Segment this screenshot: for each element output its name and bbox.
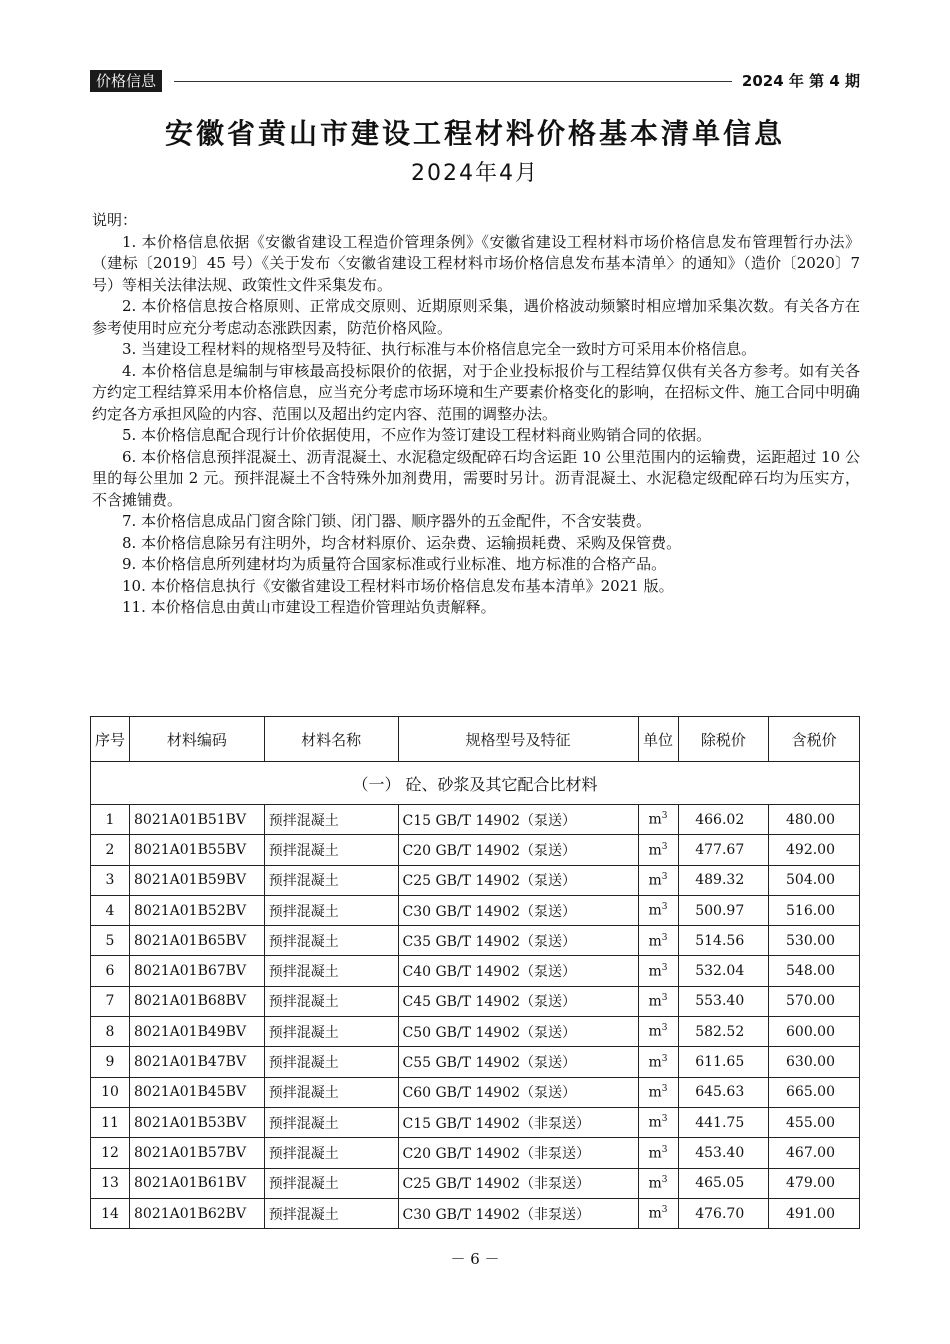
document-title: 安徽省黄山市建设工程材料价格基本清单信息 xyxy=(164,117,785,150)
unit-base: m xyxy=(648,902,662,919)
cell-in-tax: 516.00 xyxy=(769,895,860,925)
cell-spec: C15 GB/T 14902（非泵送） xyxy=(398,1107,638,1137)
unit-exponent: 3 xyxy=(661,902,668,913)
cell-code: 8021A01B65BV xyxy=(130,926,265,956)
cell-spec: C60 GB/T 14902（泵送） xyxy=(398,1077,638,1107)
issue-label: 2024 年 第 4 期 xyxy=(741,72,860,90)
cell-code: 8021A01B52BV xyxy=(130,895,265,925)
cell-unit xyxy=(638,1107,678,1137)
cell-name: 预拌混凝土 xyxy=(264,1138,398,1168)
cell-in-tax: 467.00 xyxy=(769,1138,860,1168)
cell-in-tax: 600.00 xyxy=(769,1017,860,1047)
unit-base: m xyxy=(648,811,662,828)
cell-unit xyxy=(638,1047,678,1077)
cell-spec: C20 GB/T 14902（泵送） xyxy=(398,835,638,865)
cell-in-tax: 504.00 xyxy=(769,865,860,895)
cell-no: 10 xyxy=(91,1077,130,1107)
unit-base: m xyxy=(648,872,662,889)
unit-exponent: 3 xyxy=(661,1053,668,1064)
cell-unit xyxy=(638,986,678,1016)
cell-code: 8021A01B68BV xyxy=(130,986,265,1016)
note-item: 2. 本价格信息按合格原则、正常成交原则、近期原则采集，遇价格波动频繁时相应增加采集次数。有关各方在参考使用时应充分考虑动态涨跌因素，防范价格风险。 xyxy=(92,297,860,337)
table-row xyxy=(91,865,860,895)
note-item: 5. 本价格信息配合现行计价依据使用，不应作为签订建设工程材料商业购销合同的依据。 xyxy=(122,426,712,444)
cell-code: 8021A01B49BV xyxy=(130,1017,265,1047)
section-badge: 价格信息 xyxy=(90,70,162,92)
unit-base: m xyxy=(648,1145,662,1162)
cell-in-tax: 492.00 xyxy=(769,835,860,865)
cell-name: 预拌混凝土 xyxy=(264,835,398,865)
unit-exponent: 3 xyxy=(661,962,668,973)
cell-in-tax: 479.00 xyxy=(769,1168,860,1198)
cell-code: 8021A01B51BV xyxy=(130,805,265,835)
cell-name: 预拌混凝土 xyxy=(264,1198,398,1228)
document-subtitle: 2024年4月 xyxy=(411,161,539,186)
cell-no: 11 xyxy=(91,1107,130,1137)
cell-no: 12 xyxy=(91,1138,130,1168)
unit-base: m xyxy=(648,1175,662,1192)
cell-in-tax: 491.00 xyxy=(769,1198,860,1228)
cell-in-tax: 455.00 xyxy=(769,1107,860,1137)
cell-ex-tax: 489.32 xyxy=(678,865,769,895)
cell-spec: C15 GB/T 14902（泵送） xyxy=(398,805,638,835)
unit-base: m xyxy=(648,933,662,950)
unit-base: m xyxy=(648,1205,662,1222)
cell-unit xyxy=(638,835,678,865)
note-item: 4. 本价格信息是编制与审核最高投标限价的依据，对于企业投标报价与工程结算仅供有关各方参考。如有关各方约定工程结算采用本价格信息，应当充分考虑市场环境和生产要素价格变化的影响，在招标文件、施工合同中明确约定各方承担风险的内容、范围以及超出约定内容、范围的调整办法。 xyxy=(92,361,860,423)
table-row xyxy=(91,986,860,1016)
cell-unit xyxy=(638,1138,678,1168)
header-ex-tax: 除税价 xyxy=(678,717,769,762)
cell-code: 8021A01B59BV xyxy=(130,865,265,895)
cell-unit xyxy=(638,865,678,895)
cell-code: 8021A01B53BV xyxy=(130,1107,265,1137)
note-item: 11. 本价格信息由黄山市建设工程造价管理站负责解释。 xyxy=(122,598,496,616)
table-row xyxy=(91,926,860,956)
note-item: 6. 本价格信息预拌混凝土、沥青混凝土、水泥稳定级配碎石均含运距 10 公里范围内的运输费，运距超过 10 公里的每公里加 2 元。预拌混凝土不含特殊外加剂费用，需要时另计。沥青混凝土、水泥稳定级配碎石均为压实方，不含摊铺费。 xyxy=(92,447,860,509)
cell-ex-tax: 465.05 xyxy=(678,1168,769,1198)
cell-name: 预拌混凝土 xyxy=(264,1017,398,1047)
unit-exponent: 3 xyxy=(661,1114,668,1125)
unit-exponent: 3 xyxy=(661,811,668,822)
header-code: 材料编码 xyxy=(130,717,265,762)
header-spec: 规格型号及特征 xyxy=(398,717,638,762)
note-item: 8. 本价格信息除另有注明外，均含材料原价、运杂费、运输损耗费、采购及保管费。 xyxy=(122,533,682,552)
cell-unit xyxy=(638,895,678,925)
table-row xyxy=(91,1168,860,1198)
cell-name: 预拌混凝土 xyxy=(264,926,398,956)
cell-ex-tax: 514.56 xyxy=(678,926,769,956)
cell-spec: C30 GB/T 14902（非泵送） xyxy=(398,1198,638,1228)
unit-exponent: 3 xyxy=(661,1023,668,1034)
table-row xyxy=(91,1077,860,1107)
cell-in-tax: 548.00 xyxy=(769,956,860,986)
cell-ex-tax: 582.52 xyxy=(678,1017,769,1047)
table-row xyxy=(91,805,860,835)
cell-unit xyxy=(638,1077,678,1107)
cell-ex-tax: 500.97 xyxy=(678,895,769,925)
cell-unit xyxy=(638,1017,678,1047)
note-item: 1. 本价格信息依据《安徽省建设工程造价管理条例》《安徽省建设工程材料市场价格信息发布管理暂行办法》（建标〔2019〕45 号）《关于发布〈安徽省建设工程材料市场价格信息发布基本清单〉的通知》（造价〔2020〕7 号）等相关法律法规、政策性文件采集发布。 xyxy=(92,232,860,294)
cell-spec: C30 GB/T 14902（泵送） xyxy=(398,895,638,925)
cell-code: 8021A01B67BV xyxy=(130,956,265,986)
section-row xyxy=(91,762,860,805)
cell-unit xyxy=(638,1168,678,1198)
cell-code: 8021A01B62BV xyxy=(130,1198,265,1228)
page-number: － 6 － xyxy=(450,1250,500,1268)
table-row xyxy=(91,1138,860,1168)
unit-exponent: 3 xyxy=(661,932,668,943)
cell-no: 9 xyxy=(91,1047,130,1077)
cell-unit xyxy=(638,805,678,835)
unit-exponent: 3 xyxy=(661,1083,668,1094)
unit-exponent: 3 xyxy=(661,1205,668,1216)
cell-code: 8021A01B61BV xyxy=(130,1168,265,1198)
cell-no: 3 xyxy=(91,865,130,895)
cell-spec: C50 GB/T 14902（泵送） xyxy=(398,1017,638,1047)
note-item: 10. 本价格信息执行《安徽省建设工程材料市场价格信息发布基本清单》2021 版。 xyxy=(122,576,674,595)
cell-code: 8021A01B57BV xyxy=(130,1138,265,1168)
unit-exponent: 3 xyxy=(661,871,668,882)
cell-no: 4 xyxy=(91,895,130,925)
page-header xyxy=(90,70,860,94)
cell-spec: C20 GB/T 14902（非泵送） xyxy=(398,1138,638,1168)
cell-name: 预拌混凝土 xyxy=(264,1047,398,1077)
cell-name: 预拌混凝土 xyxy=(264,986,398,1016)
cell-ex-tax: 453.40 xyxy=(678,1138,769,1168)
table-row xyxy=(91,835,860,865)
cell-unit xyxy=(638,1198,678,1228)
cell-name: 预拌混凝土 xyxy=(264,805,398,835)
table-row xyxy=(91,1017,860,1047)
cell-in-tax: 530.00 xyxy=(769,926,860,956)
cell-no: 2 xyxy=(91,835,130,865)
cell-name: 预拌混凝土 xyxy=(264,1168,398,1198)
cell-ex-tax: 477.67 xyxy=(678,835,769,865)
table-row xyxy=(91,1107,860,1137)
cell-ex-tax: 466.02 xyxy=(678,805,769,835)
cell-in-tax: 480.00 xyxy=(769,805,860,835)
cell-no: 1 xyxy=(91,805,130,835)
cell-spec: C55 GB/T 14902（泵送） xyxy=(398,1047,638,1077)
cell-name: 预拌混凝土 xyxy=(264,865,398,895)
note-item: 7. 本价格信息成品门窗含除门锁、闭门器、顺序器外的五金配件，不含安装费。 xyxy=(122,512,652,530)
table-row xyxy=(91,895,860,925)
cell-name: 预拌混凝土 xyxy=(264,895,398,925)
cell-name: 预拌混凝土 xyxy=(264,1107,398,1137)
unit-base: m xyxy=(648,842,662,859)
header-in-tax: 含税价 xyxy=(769,717,860,762)
unit-base: m xyxy=(648,1024,662,1041)
cell-spec: C40 GB/T 14902（泵送） xyxy=(398,956,638,986)
cell-no: 7 xyxy=(91,986,130,1016)
note-item: 3. 当建设工程材料的规格型号及特征、执行标准与本价格信息完全一致时方可采用本价格信息。 xyxy=(122,340,757,358)
cell-ex-tax: 553.40 xyxy=(678,986,769,1016)
cell-no: 13 xyxy=(91,1168,130,1198)
unit-exponent: 3 xyxy=(661,841,668,852)
table-row xyxy=(91,956,860,986)
section-title: （一） 砼、砂浆及其它配合比材料 xyxy=(91,762,860,805)
note-item: 9. 本价格信息所列建材均为质量符合国家标准或行业标准、地方标准的合格产品。 xyxy=(122,555,667,573)
cell-code: 8021A01B55BV xyxy=(130,835,265,865)
unit-base: m xyxy=(648,1084,662,1101)
cell-code: 8021A01B45BV xyxy=(130,1077,265,1107)
cell-ex-tax: 611.65 xyxy=(678,1047,769,1077)
cell-ex-tax: 532.04 xyxy=(678,956,769,986)
unit-base: m xyxy=(648,963,662,980)
cell-name: 预拌混凝土 xyxy=(264,1077,398,1107)
notes-section xyxy=(92,210,860,619)
cell-ex-tax: 645.63 xyxy=(678,1077,769,1107)
unit-exponent: 3 xyxy=(661,1174,668,1185)
table-header-row xyxy=(91,717,860,762)
cell-spec: C25 GB/T 14902（非泵送） xyxy=(398,1168,638,1198)
cell-no: 8 xyxy=(91,1017,130,1047)
table-row xyxy=(91,1047,860,1077)
table-row xyxy=(91,1198,860,1228)
unit-base: m xyxy=(648,993,662,1010)
price-table xyxy=(90,716,860,1229)
cell-no: 14 xyxy=(91,1198,130,1228)
cell-no: 5 xyxy=(91,926,130,956)
header-name: 材料名称 xyxy=(264,717,398,762)
header-unit: 单位 xyxy=(638,717,678,762)
cell-no: 6 xyxy=(91,956,130,986)
cell-in-tax: 630.00 xyxy=(769,1047,860,1077)
unit-base: m xyxy=(648,1054,662,1071)
cell-in-tax: 665.00 xyxy=(769,1077,860,1107)
cell-code: 8021A01B47BV xyxy=(130,1047,265,1077)
notes-lead: 说明： xyxy=(92,211,138,229)
cell-ex-tax: 476.70 xyxy=(678,1198,769,1228)
cell-spec: C45 GB/T 14902（泵送） xyxy=(398,986,638,1016)
unit-base: m xyxy=(648,1114,662,1131)
cell-in-tax: 570.00 xyxy=(769,986,860,1016)
cell-unit xyxy=(638,956,678,986)
cell-name: 预拌混凝土 xyxy=(264,956,398,986)
header-rule xyxy=(174,81,732,82)
unit-exponent: 3 xyxy=(661,1144,668,1155)
cell-spec: C35 GB/T 14902（泵送） xyxy=(398,926,638,956)
cell-unit xyxy=(638,926,678,956)
header-no: 序号 xyxy=(91,717,130,762)
unit-exponent: 3 xyxy=(661,993,668,1004)
cell-ex-tax: 441.75 xyxy=(678,1107,769,1137)
cell-spec: C25 GB/T 14902（泵送） xyxy=(398,865,638,895)
